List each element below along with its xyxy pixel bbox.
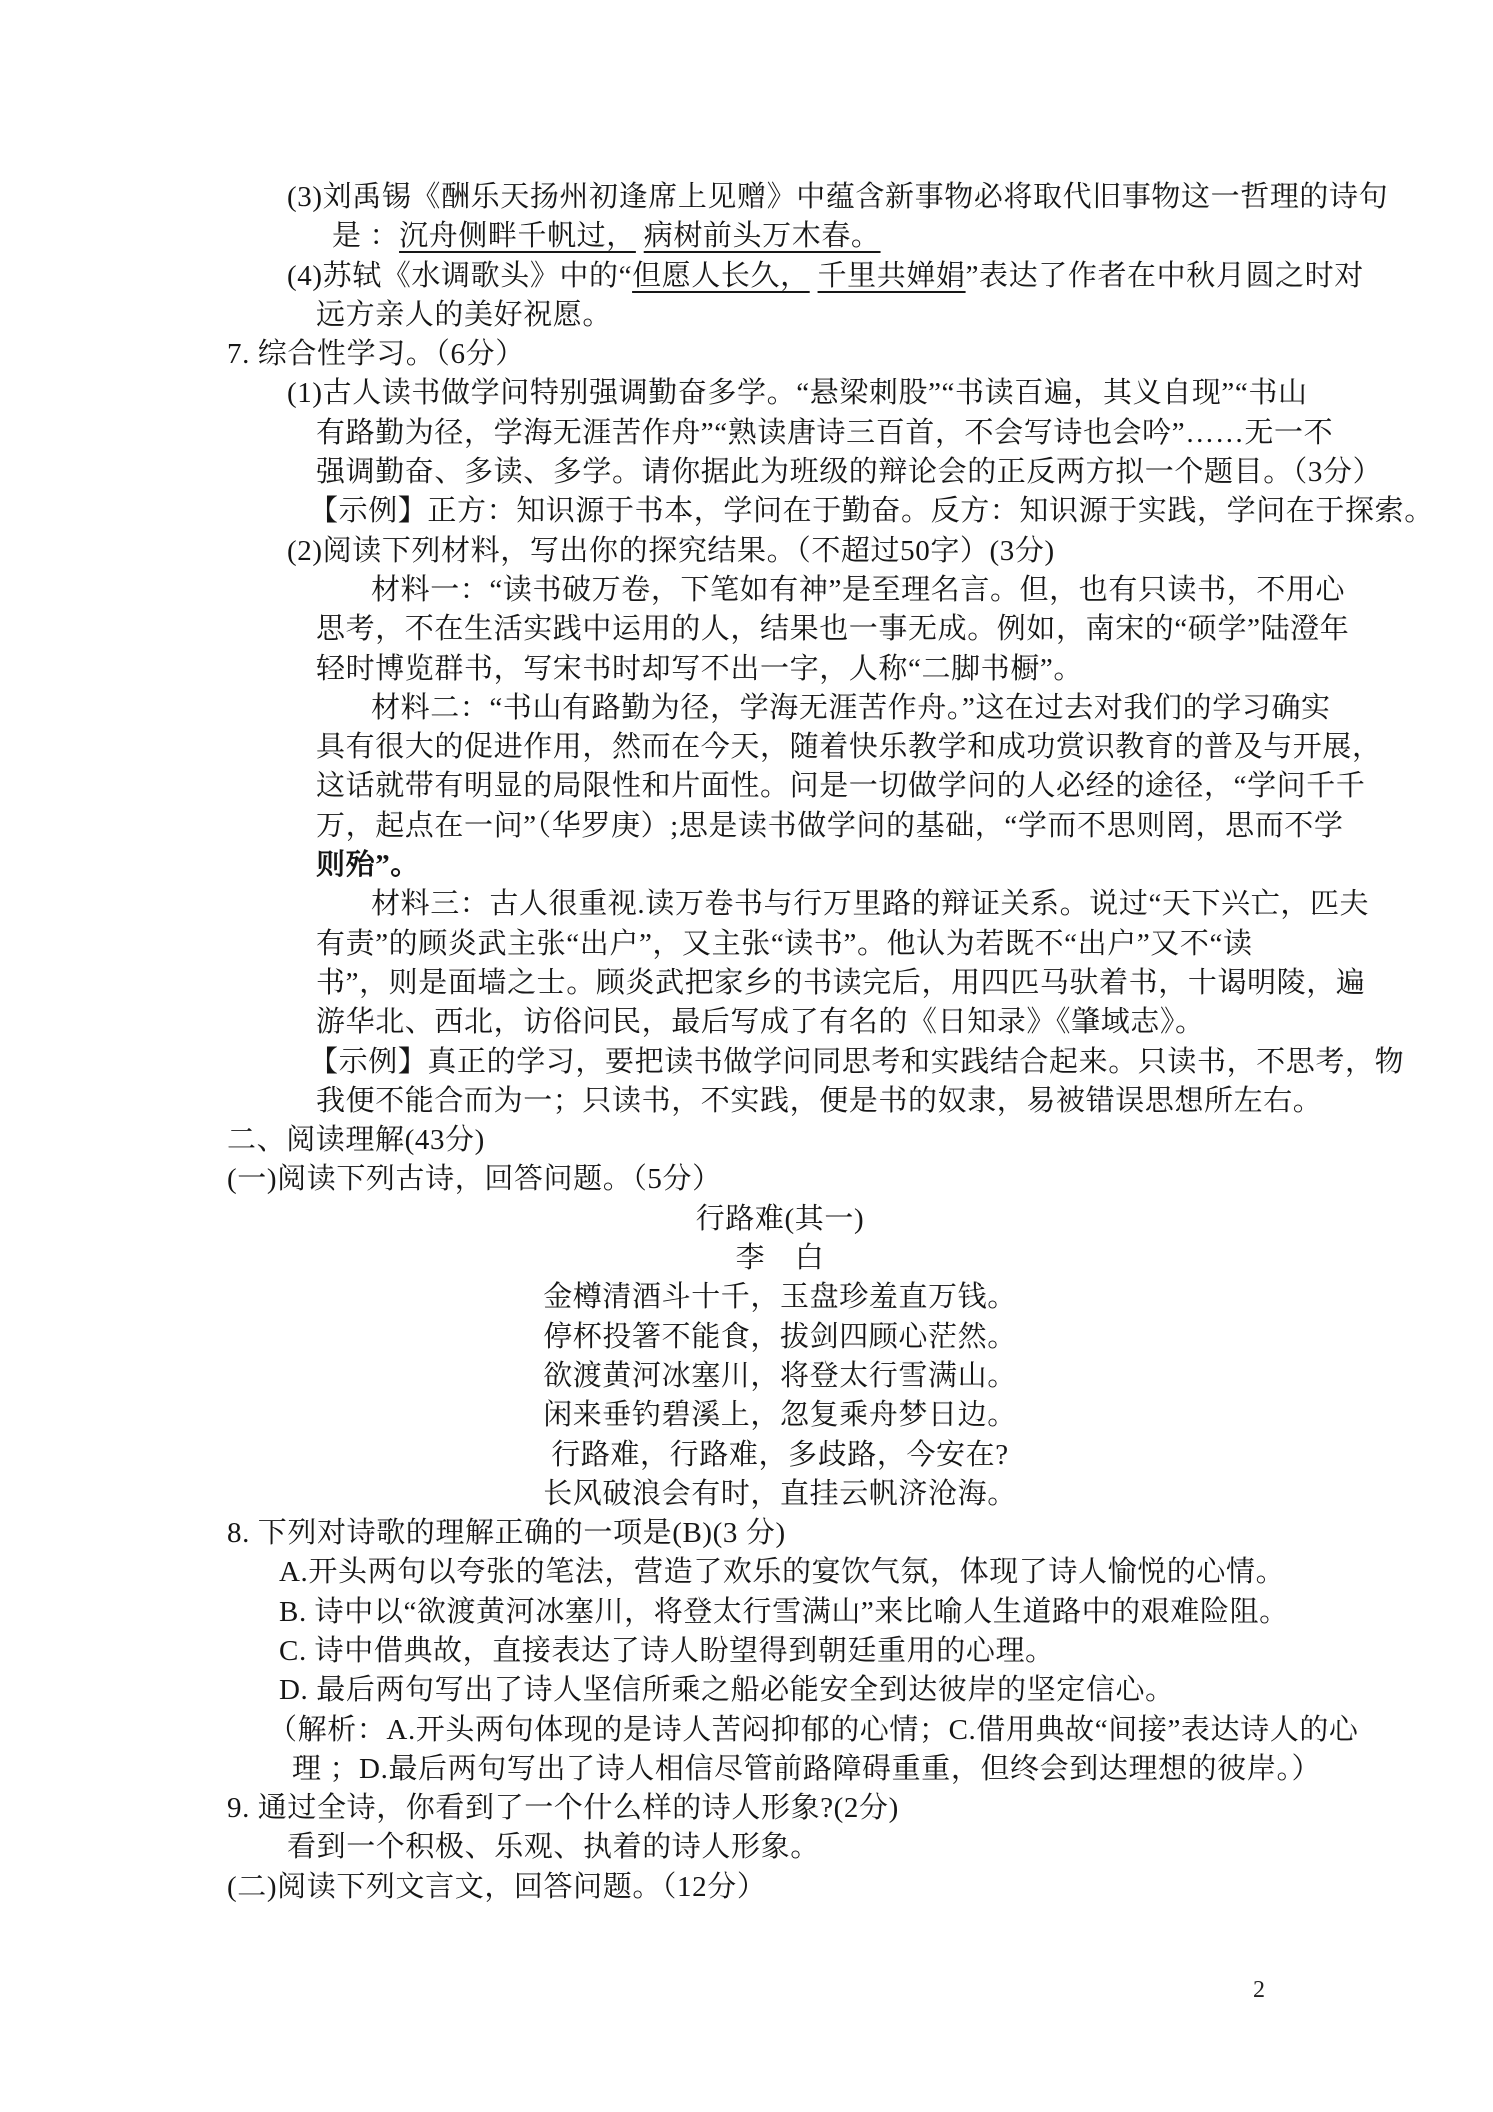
text-line xyxy=(0,1750,1493,1789)
text-segment: 是 ： xyxy=(332,220,400,253)
text-line xyxy=(0,650,1493,689)
text-line xyxy=(0,532,1493,571)
text-line xyxy=(0,1396,1493,1435)
text-segment: (2)阅读下列材料，写出你的探究结果。（不超过50字）(3分) xyxy=(287,534,1055,567)
text-line xyxy=(0,1160,1493,1199)
text-segment: 有路勤为径，学海无涯苦作舟”“熟读唐诗三百首，不会写诗也会吟”……无一不 xyxy=(316,416,1334,449)
text-segment: 闲来垂钓碧溪上，忽复乘舟梦日边。 xyxy=(543,1399,1017,1432)
text-line xyxy=(0,1789,1493,1828)
text-segment: 强调勤奋、多读、多学。请你据此为班级的辩论会的正反两方拟一个题目。（3分） xyxy=(316,456,1383,489)
text-line xyxy=(0,846,1493,885)
text-line xyxy=(0,1121,1493,1160)
text-segment: (1)古人读书做学问特别强调勤奋多学。“悬梁刺股”“书读百遍，其义自现”“书山 xyxy=(287,377,1308,410)
text-segment: D. 最后两句写出了诗人坚信所乘之船必能安全到达彼岸的坚定信心。 xyxy=(279,1674,1175,1707)
text-line xyxy=(0,885,1493,924)
text-line xyxy=(0,1200,1493,1239)
text-segment: 材料一：“读书破万卷，下笔如有神”是至理名言。但，也有只读书，不用心 xyxy=(371,573,1346,606)
text-line xyxy=(0,178,1493,217)
text-line xyxy=(0,492,1493,531)
text-segment: 9. 通过全诗，你看到了一个什么样的诗人形象?(2分) xyxy=(227,1792,899,1825)
text-line xyxy=(0,610,1493,649)
text-line xyxy=(0,1278,1493,1317)
text-segment: 7. 综合性学习。（6分） xyxy=(227,338,525,371)
text-segment: 【示例】真正的学习，要把读书做学问同思考和实践结合起来。只读书，不思考，物 xyxy=(309,1045,1405,1078)
text-line xyxy=(0,1082,1493,1121)
text-segment: (一)阅读下列古诗，回答问题。（5分） xyxy=(227,1163,722,1196)
text-segment: 这话就带有明显的局限性和片面性。问是一切做学问的人必经的途径，“学问千千 xyxy=(316,770,1366,803)
text-segment: ”表达了作者在中秋月圆之时对 xyxy=(965,259,1364,292)
text-line xyxy=(0,453,1493,492)
text-line xyxy=(0,1475,1493,1514)
text-line xyxy=(0,728,1493,767)
text-line xyxy=(0,1043,1493,1082)
text-segment: (二)阅读下列文言文，回答问题。（12分） xyxy=(227,1870,767,1903)
text-line xyxy=(0,1514,1493,1553)
text-segment: 万，起点在一问”（华罗庚）;思是读书做学问的基础，“学而不思则罔，思而不学 xyxy=(316,809,1344,842)
text-line xyxy=(0,217,1493,256)
text-line xyxy=(0,1436,1493,1475)
text-line xyxy=(0,374,1493,413)
answer-underline: 沉舟侧畔千帆过， xyxy=(399,220,636,253)
text-segment: 二、阅读理解(43分) xyxy=(227,1124,485,1157)
text-line xyxy=(0,296,1493,335)
text-segment: 欲渡黄河冰塞川，将登太行雪满山。 xyxy=(543,1359,1017,1392)
page-number: 2 xyxy=(1253,1977,1265,2003)
text-segment: 【示例】正方：知识源于书本，学问在于勤奋。反方：知识源于实践，学问在于探索。 xyxy=(309,495,1434,528)
text-segment: 我便不能合而为一；只读书，不实践，便是书的奴隶，易被错误思想所左右。 xyxy=(316,1084,1323,1117)
answer-underline: 但愿人长久， xyxy=(632,259,810,292)
text-line xyxy=(0,1239,1493,1278)
text-segment: 材料三：古人很重视.读万卷书与行万里路的辩证关系。说过“天下兴亡，匹夫 xyxy=(371,888,1370,921)
text-segment xyxy=(810,260,818,292)
text-segment: 看到一个积极、乐观、执着的诗人形象。 xyxy=(287,1831,820,1864)
text-line xyxy=(0,414,1493,453)
text-line xyxy=(0,807,1493,846)
text-segment: 材料二：“书山有路勤为径，学海无涯苦作舟。”这在过去对我们的学习确实 xyxy=(371,691,1331,724)
text-segment: (3)刘禹锡《酬乐天扬州初逢席上见赠》中蕴含新事物必将取代旧事物这一哲理的诗句 xyxy=(287,181,1389,213)
text-line xyxy=(0,1357,1493,1396)
text-line xyxy=(0,1553,1493,1592)
text-segment: 停杯投箸不能食，拔剑四顾心茫然。 xyxy=(543,1320,1017,1353)
text-segment: 金樽清酒斗十千，玉盘珍羞直万钱。 xyxy=(543,1281,1017,1314)
text-segment: 长风破浪会有时，直挂云帆济沧海。 xyxy=(543,1477,1017,1510)
text-line xyxy=(0,767,1493,806)
text-segment: 远方亲人的美好祝愿。 xyxy=(316,298,613,331)
text-line xyxy=(0,1593,1493,1632)
answer-underline: 病树前头万木春。 xyxy=(643,220,881,253)
text-segment: 理 ；D.最后两句写出了诗人相信尽管前路障碍重重，但终会到达理想的彼岸。） xyxy=(292,1752,1322,1785)
text-lines xyxy=(0,178,1493,1907)
text-segment: 书”，则是面墙之士。顾炎武把家乡的书读完后，用四匹马驮着书，十谒明陵，遍 xyxy=(316,966,1366,999)
text-segment xyxy=(636,220,644,252)
text-line xyxy=(0,925,1493,964)
text-line xyxy=(0,964,1493,1003)
text-segment: 8. 下列对诗歌的理解正确的一项是(B)(3 分) xyxy=(227,1517,786,1550)
text-segment: 轻时博览群书，写宋书时却写不出一字，人称“二脚书橱”。 xyxy=(316,652,1083,685)
text-line xyxy=(0,1003,1493,1042)
text-line xyxy=(0,1671,1493,1710)
text-segment: （解析：A.开头两句体现的是诗人苦闷抑郁的心情；C.借用典故“间接”表达诗人的心 xyxy=(268,1713,1359,1746)
text-segment: (4)苏轼《水调歌头》中的“ xyxy=(287,259,633,292)
text-segment: 则殆”。 xyxy=(316,849,420,882)
text-line xyxy=(0,571,1493,610)
text-segment: B. 诗中以“欲渡黄河冰塞川，将登太行雪满山”来比喻人生道路中的艰难险阻。 xyxy=(279,1595,1289,1628)
text-line xyxy=(0,1868,1493,1907)
text-segment: 有责”的顾炎武主张“出户”，又主张“读书”。他认为若既不“出户”又不“读 xyxy=(316,927,1253,960)
text-segment: A.开头两句以夸张的笔法，营造了欢乐的宴饮气氛，体现了诗人愉悦的心情。 xyxy=(279,1556,1286,1589)
text-line xyxy=(0,1632,1493,1671)
text-segment: 游华北、西北，访俗问民，最后写成了有名的《日知录》《肇域志》。 xyxy=(316,1006,1205,1039)
text-line xyxy=(0,1828,1493,1867)
text-segment: 行路难，行路难，多歧路，今安在? xyxy=(551,1438,1009,1471)
text-line xyxy=(0,689,1493,728)
text-line xyxy=(0,1318,1493,1357)
answer-underline: 千里共婵娟 xyxy=(817,259,966,292)
text-segment: C. 诗中借典故，直接表达了诗人盼望得到朝廷重用的心理。 xyxy=(279,1634,1055,1667)
text-line xyxy=(0,1711,1493,1750)
text-segment: 李 白 xyxy=(735,1242,825,1275)
text-segment: 思考，不在生活实践中运用的人，结果也一事无成。例如，南宋的“硕学”陆澄年 xyxy=(316,613,1350,646)
text-line xyxy=(0,257,1493,296)
text-segment: 行路难(其一) xyxy=(695,1202,865,1235)
text-segment: 具有很大的促进作用，然而在今天，随着快乐教学和成功赏识教育的普及与开展， xyxy=(316,731,1382,764)
text-line xyxy=(0,335,1493,374)
